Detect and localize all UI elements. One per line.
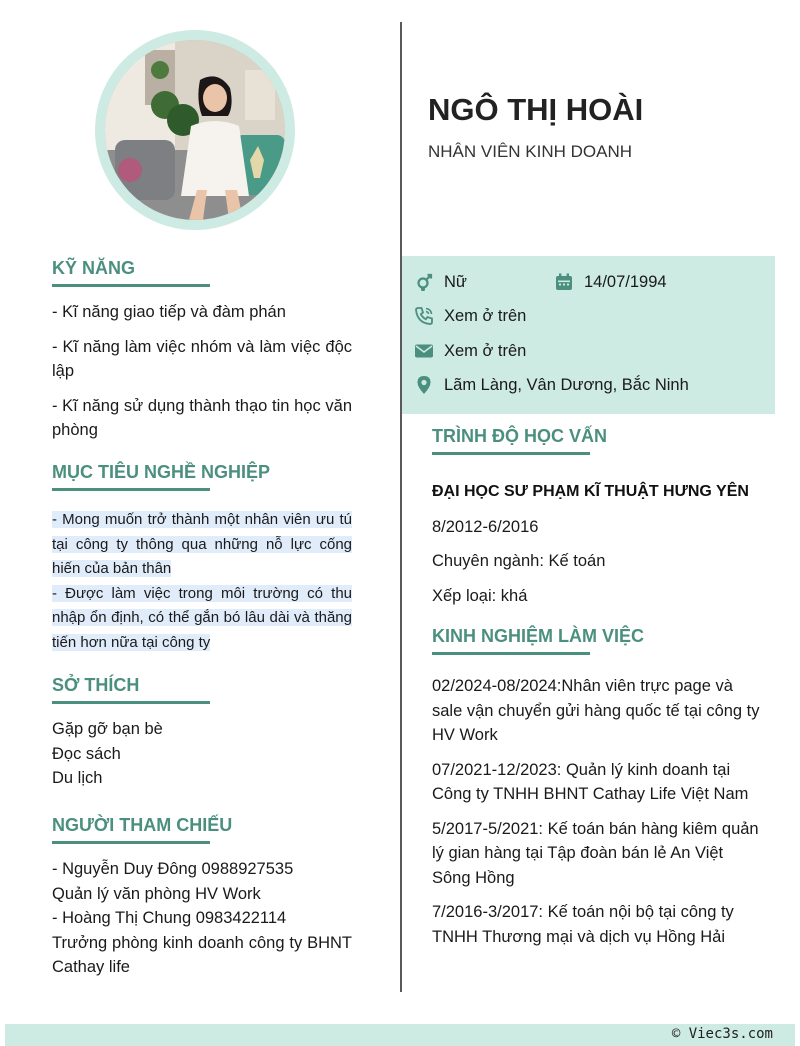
job-title: NHÂN VIÊN KINH DOANH bbox=[428, 142, 633, 161]
skills-section bbox=[52, 258, 352, 453]
phone-row bbox=[414, 306, 526, 326]
school-name: ĐẠI HỌC SƯ PHẠM KĨ THUẬT HƯNG YÊN bbox=[432, 483, 749, 500]
experience-title: KINH NGHIỆM LÀM VIỆC bbox=[432, 626, 762, 651]
objective-item: - Mong muốn trở thành một nhân viên ưu tú tại công ty thông qua những nỗ lực cống hiến của bản thân bbox=[52, 511, 352, 577]
footer-bar bbox=[5, 1024, 795, 1046]
contact-panel bbox=[402, 256, 775, 414]
experience-item: 07/2021-12/2023: Quản lý kinh doanh tại Công ty TNHH BHNT Cathay Life Việt Nam bbox=[432, 760, 749, 803]
education-period: 8/2012-6/2016 bbox=[432, 517, 539, 536]
experience-item: 02/2024-08/2024:Nhân viên trực page và sale vận chuyển gửi hàng quốc tế tại công ty HV Work bbox=[432, 677, 760, 744]
avatar-frame bbox=[95, 30, 295, 230]
references-section bbox=[52, 815, 352, 980]
education-major: Chuyên ngành: Kế toán bbox=[432, 552, 606, 570]
objective-item: - Được làm việc trong môi trường có thu nhập ổn định, có thể gắn bó lâu dài và thăng tiến hơn nữa tại công ty bbox=[52, 584, 352, 651]
calendar-icon bbox=[554, 272, 574, 292]
email-value: Xem ở trên bbox=[444, 341, 527, 360]
candidate-name: NGÔ THỊ HOÀI bbox=[428, 92, 644, 127]
footer-credit: © Viec3s.com bbox=[671, 1026, 773, 1042]
references-title: NGƯỜI THAM CHIẾU bbox=[52, 815, 352, 840]
hobby-item: Du lịch bbox=[52, 769, 103, 787]
objective-title: MỤC TIÊU NGHỀ NGHIỆP bbox=[52, 462, 352, 487]
reference-line: - Nguyễn Duy Đông 0988927535 bbox=[52, 860, 294, 878]
reference-line: Trưởng phòng kinh doanh công ty BHNT Cathay life bbox=[52, 933, 352, 976]
experience-item: 7/2016-3/2017: Kế toán nội bộ tại công ty TNHH Thương mại và dịch vụ Hồng Hải bbox=[432, 903, 734, 946]
address-value: Lãm Làng, Vân Dương, Bắc Ninh bbox=[444, 375, 689, 394]
birthday-value: 14/07/1994 bbox=[584, 272, 667, 291]
column-divider bbox=[400, 22, 402, 992]
phone-value: Xem ở trên bbox=[444, 306, 527, 325]
education-section bbox=[432, 426, 762, 618]
skill-item: - Kĩ năng giao tiếp và đàm phán bbox=[52, 303, 286, 321]
reference-line: Quản lý văn phòng HV Work bbox=[52, 884, 261, 903]
education-title: TRÌNH ĐỘ HỌC VẤN bbox=[432, 426, 762, 451]
hobbies-title: SỞ THÍCH bbox=[52, 675, 352, 700]
address-row bbox=[414, 375, 689, 395]
avatar bbox=[105, 40, 285, 220]
hobby-item: Gặp gỡ bạn bè bbox=[52, 720, 163, 738]
skills-title: KỸ NĂNG bbox=[52, 258, 352, 283]
skill-item: - Kĩ năng sử dụng thành thạo tin học văn phòng bbox=[52, 396, 352, 439]
hobbies-section bbox=[52, 675, 352, 791]
skill-item: - Kĩ năng làm việc nhóm và làm việc độc lập bbox=[52, 337, 352, 380]
birthday-row bbox=[554, 272, 667, 292]
gender-icon bbox=[414, 272, 434, 292]
location-icon bbox=[414, 375, 434, 395]
gender-row bbox=[414, 272, 467, 292]
experience-section bbox=[432, 626, 762, 959]
education-grade: Xếp loại: khá bbox=[432, 586, 528, 605]
reference-line: - Hoàng Thị Chung 0983422114 bbox=[52, 909, 287, 927]
experience-item: 5/2017-5/2021: Kế toán bán hàng kiêm quản lý gian hàng tại Tập đoàn bán lẻ An Việt Sông Hồng bbox=[432, 819, 759, 887]
email-icon bbox=[414, 341, 434, 361]
avatar-photo bbox=[105, 40, 285, 220]
phone-icon bbox=[414, 306, 434, 326]
objective-section bbox=[52, 462, 352, 655]
hobby-item: Đọc sách bbox=[52, 744, 121, 763]
email-row bbox=[414, 341, 526, 361]
gender-value: Nữ bbox=[444, 272, 467, 291]
